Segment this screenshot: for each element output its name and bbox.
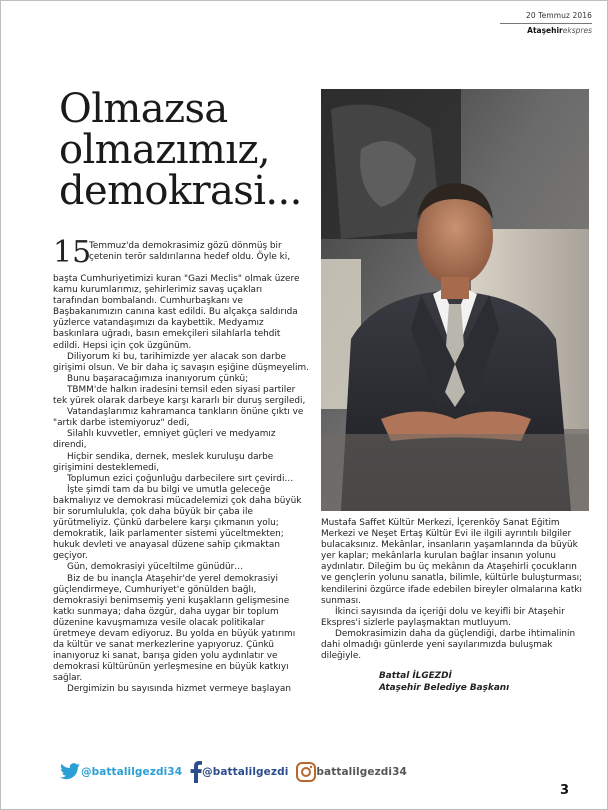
- title-line: demokrasi...: [59, 168, 302, 214]
- page-header: [500, 11, 592, 35]
- paragraph: Bunu başaracağımıza inanıyorum çünkü;: [67, 373, 249, 384]
- facebook-link[interactable]: [190, 761, 288, 783]
- article-column-2: [321, 518, 589, 694]
- portrait-illustration: [321, 89, 589, 511]
- paragraph: Biz de bu inançla Ataşehir'de yerel demokrasiyi güçlendirmeye, Cumhuriyet'e gönülden bağlı, demokrasiyi benimsemiş yeni kuşakların gelişmesine katkı sunmaya; daha özgür, daha uygar bir toplum düzenine kavuşmamıza vesile olacak politikalar üretmeye devam ediyoruz. Bu yolda en büyük yatırımı da kültür ve sanat merkezlerine yapıyoruz. Çünkü inanıyoruz ki sanat, barışa giden yolu aydınlatır ve demokrasi kültürünün yerleşmesine en büyük katkıyı sağlar.: [53, 573, 296, 684]
- paragraph: TBMM'de halkın iradesini temsil eden siyasi partiler tek yürek olarak darbeye karşı kararlı bir duruş sergiledi,: [53, 384, 306, 407]
- paragraph: İkinci sayısında da içeriği dolu ve keyifli bir Ataşehir Ekspres'i sizlerle paylaşmaktan mutluyum.: [321, 606, 565, 628]
- paragraph: Mustafa Saffet Kültür Merkezi, İçerenköy Sanat Eğitim Merkezi ve Neşet Ertaş Kültür Evi ile ilgili ayrıntılı bilgiler bulacaksınız. Mekânlar, insanların yaşamlarında da büyük yer kaplar; mekânlarla kurulan bağlar insanın yolunu aydınlatır. Dileğim bu üç mekânın da Ataşehirli çocukların ve gençlerin yolunu sanatla, bilimle, kültürle buluşturması; kendilerini özgürce ifade edebilen bireyler olmalarına katkı sunması.: [321, 518, 583, 606]
- brand-italic: ekspres: [562, 26, 592, 35]
- lead-line: çetenin terör saldırılarına hedef oldu. Öyle ki,: [89, 252, 291, 262]
- twitter-handle: @battalilgezdi34: [81, 766, 183, 778]
- social-bar: [59, 761, 415, 783]
- mayor-photo: [321, 89, 589, 511]
- signature-block: [379, 671, 589, 694]
- title-line: Olmazsa: [59, 86, 228, 132]
- issue-date: 20 Temmuz 2016: [525, 11, 592, 20]
- paragraph: başta Cumhuriyetimizi kuran "Gazi Meclis" olmak üzere kamu kurumlarımız, şehirlerimiz savaş uçakları tarafından bombalandı. Cumhurbaşkanı ve Başbakanımızın canına kast edildi. Bu alçakça saldırıda yüzlerce vatandaşımızı da kaybettik. Medyamız baskınlara uğradı, basın emekçileri silahlarla tehdit edildi. Hepsi için çok üzgünüm.: [53, 274, 300, 351]
- lead-line: Temmuz'da demokrasimiz gözü dönmüş bir: [89, 241, 282, 251]
- brand-bold: Ataşehir: [527, 26, 563, 35]
- paragraph: Hiçbir sendika, dernek, meslek kuruluşu darbe girişimini desteklemedi,: [53, 451, 274, 473]
- article-column-1: [53, 235, 309, 696]
- title-line: olmazımız,: [59, 127, 271, 173]
- instagram-icon: [296, 762, 316, 782]
- paragraph: Diliyorum ki bu, tarihimizde yer alacak son darbe girişimi olsun. Ve bir daha iç savaşın eşiğine düşmeyelim.: [53, 351, 309, 373]
- signature-name: Battal İLGEZDİ: [379, 671, 452, 682]
- magazine-brand: [500, 26, 592, 35]
- paragraph: Silahlı kuvvetler, emniyet güçleri ve medyamız direndi,: [53, 429, 276, 451]
- signature-title: Ataşehir Belediye Başkanı: [379, 682, 510, 693]
- header-rule: [500, 23, 592, 24]
- drop-cap-block: [53, 235, 309, 274]
- page-number: 3: [559, 783, 569, 798]
- twitter-link[interactable]: [59, 763, 182, 781]
- instagram-link[interactable]: [296, 762, 407, 782]
- paragraph: Demokrasimizin daha da güçlendiği, darbe ihtimalinin dahi olmadığı günlerde yeni sayılarımızda buluşmak dileğiyle.: [321, 628, 576, 662]
- paragraph: Gün, demokrasiyi yüceltilme günüdür…: [67, 562, 244, 573]
- paragraph: Toplumun ezici çoğunluğu darbecilere sırt çevirdi…: [67, 473, 294, 484]
- facebook-handle: @battalilgezdi: [202, 766, 289, 778]
- paragraph: İşte şimdi tam da bu bilgi ve umutla geleceğe bakmalıyız ve demokrasi mücadelemizi çok daha büyük bir sorumlulukla, çok daha büyük bir çaba ile yürütmeliyiz. Çünkü darbelere karşı çıkmanın yolu; demokratik, laik parlamenter sistemi yüceltmekten; hukuk devleti ve anayasal düzene sahip çıkmaktan geçiyor.: [53, 484, 302, 562]
- article-title: [59, 86, 319, 214]
- instagram-handle: battalilgezdi34: [316, 766, 407, 778]
- facebook-icon: [190, 761, 202, 783]
- paragraph: Vatandaşlarımız kahramanca tankların önüne çıktı ve "artık darbe istemiyoruz" dedi,: [53, 407, 304, 429]
- paragraph: Dergimizin bu sayısında hizmet vermeye başlayan: [67, 684, 291, 695]
- twitter-icon: [59, 763, 81, 781]
- drop-cap: 15: [53, 235, 92, 270]
